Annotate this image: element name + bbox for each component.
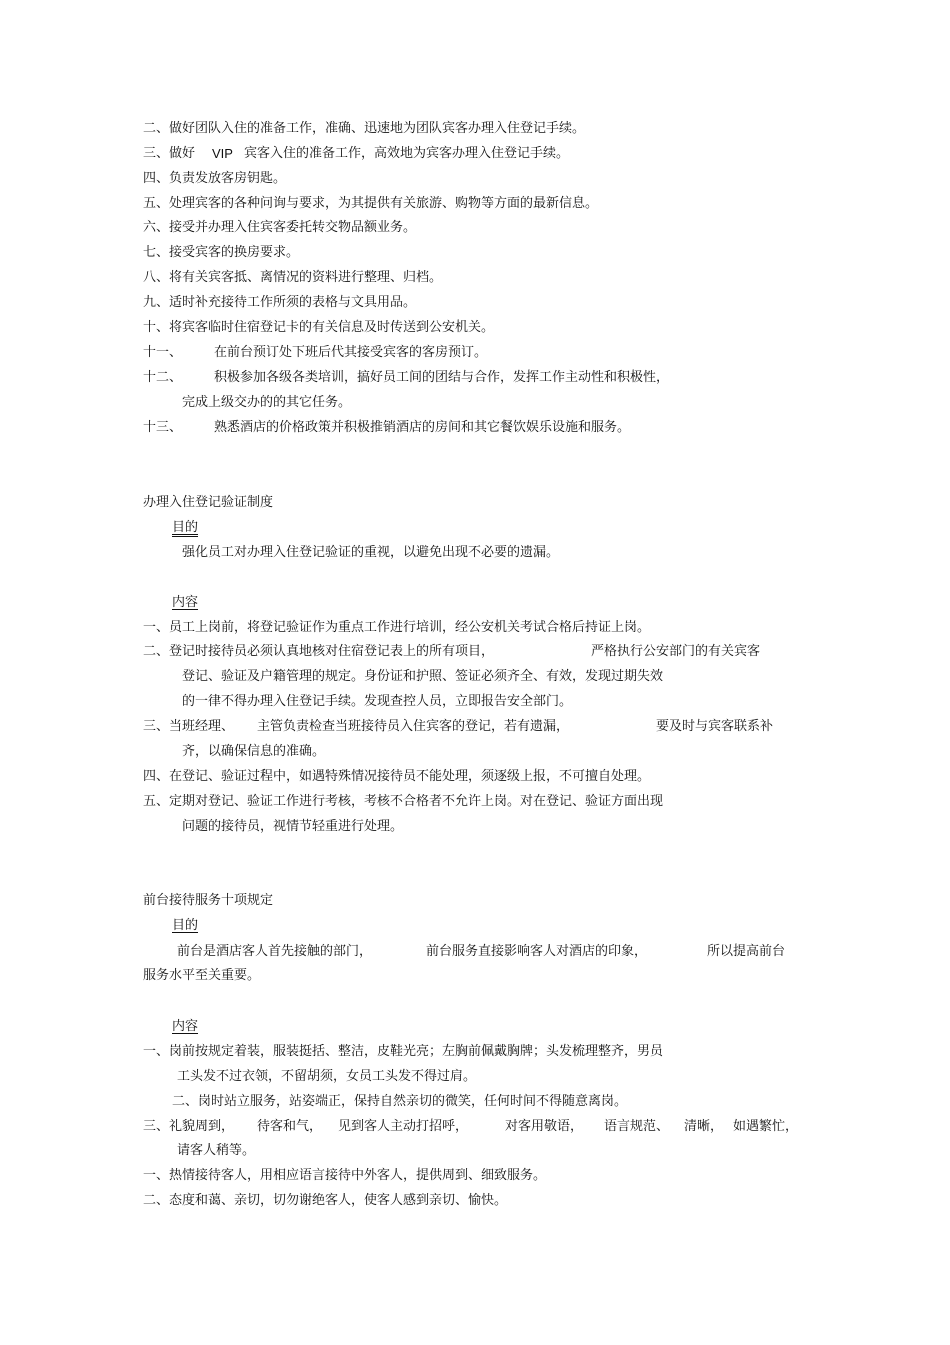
- duty-item-10: 十、将宾客临时住宿登记卡的有关信息及时传送到公安机关。: [143, 320, 495, 335]
- checkin-section-title: 办理入住登记验证制度: [143, 495, 274, 510]
- duty-item-8: 八、将有关宾客抵、离情况的资料进行整理、归档。: [143, 270, 443, 285]
- duty-item-11-text: 在前台预订处下班后代其接受宾客的客房预订。: [214, 345, 488, 360]
- checkin-item-5-line2: 问题的接待员，视情节轻重进行处理。: [182, 819, 404, 834]
- front-purpose-part1: 前台是酒店客人首先接触的部门，: [177, 944, 373, 959]
- duty-item-4: 四、负责发放客房钥匙。: [143, 171, 287, 186]
- front-rule-3-part4: 对客用敬语，: [505, 1119, 584, 1134]
- front-rule-3-part5: 语言规范、: [604, 1119, 670, 1134]
- front-purpose-part2: 前台服务直接影响客人对酒店的印象，: [426, 944, 648, 959]
- duty-item-5: 五、处理宾客的各种问询与要求，为其提供有关旅游、购物等方面的最新信息。: [143, 196, 599, 211]
- front-rule-3-part1: 三、礼貌周到，: [143, 1119, 235, 1134]
- front-rule-3-part7: 如遇繁忙，: [733, 1119, 799, 1134]
- duty-item-3-text: 宾客入住的准备工作，高效地为宾客办理入住登记手续。: [244, 146, 570, 161]
- checkin-item-2-part1: 二、登记时接待员必须认真地核对住宿登记表上的所有项目，: [143, 644, 495, 659]
- duty-item-13-number: 十三、: [143, 420, 183, 435]
- duty-item-6: 六、接受并办理入住宾客委托转交物品额业务。: [143, 220, 417, 235]
- checkin-purpose-text: 强化员工对办理入住登记验证的重视，以避免出现不必要的遗漏。: [182, 545, 560, 560]
- front-purpose-part3: 所以提高前台: [707, 944, 786, 959]
- front-rule-4: 一、热情接待客人，用相应语言接待中外客人，提供周到、细致服务。: [143, 1168, 547, 1183]
- front-rule-3-part2: 待客和气，: [257, 1119, 323, 1134]
- front-rule-1: 一、岗前按规定着装，服装挺括、整洁，皮鞋光亮；左胸前佩戴胸牌；头发梳理整齐，男员: [143, 1044, 664, 1059]
- checkin-item-2-part2: 严格执行公安部门的有关宾客: [591, 644, 761, 659]
- duty-item-3-vip: VIP: [212, 146, 233, 161]
- duty-item-3-prefix: 三、做好: [143, 146, 196, 161]
- checkin-content-label: 内容: [172, 595, 199, 610]
- front-section-title: 前台接待服务十项规定: [143, 893, 274, 908]
- checkin-item-2-line3: 的一律不得办理入住登记手续。发现查控人员，立即报告安全部门。: [182, 694, 573, 709]
- front-rule-1-line2: 工头发不过衣领，不留胡须，女员工头发不得过肩。: [177, 1069, 477, 1084]
- duty-item-2: 二、做好团队入住的准备工作，准确、迅速地为团队宾客办理入住登记手续。: [143, 121, 586, 136]
- checkin-item-3-part1: 三、当班经理、: [143, 719, 235, 734]
- duty-item-9: 九、适时补充接待工作所须的表格与文具用品。: [143, 295, 417, 310]
- checkin-item-3-line2: 齐，以确保信息的准确。: [182, 744, 326, 759]
- checkin-item-2-line2: 登记、验证及户籍管理的规定。身份证和护照、签证必须齐全、有效，发现过期失效: [182, 669, 664, 684]
- duty-item-13-text: 熟悉酒店的价格政策并积极推销酒店的房间和其它餐饮娱乐设施和服务。: [214, 420, 631, 435]
- front-purpose-label: 目的: [172, 918, 199, 933]
- checkin-item-3-part2: 主管负责检查当班接待员入住宾客的登记，若有遗漏，: [257, 719, 570, 734]
- checkin-purpose-label: 目的: [172, 520, 199, 535]
- front-purpose-line2: 服务水平至关重要。: [143, 968, 261, 983]
- duty-item-12-text: 积极参加各级各类培训，搞好员工间的团结与合作，发挥工作主动性和积极性，: [214, 370, 670, 385]
- duty-item-12-number: 十二、: [143, 370, 183, 385]
- front-rule-3-line2: 请客人稍等。: [177, 1143, 256, 1158]
- checkin-item-5: 五、定期对登记、验证工作进行考核，考核不合格者不允许上岗。对在登记、验证方面出现: [143, 794, 664, 809]
- checkin-item-1: 一、员工上岗前，将登记验证作为重点工作进行培训，经公安机关考试合格后持证上岗。: [143, 620, 651, 635]
- checkin-item-4: 四、在登记、验证过程中，如遇特殊情况接待员不能处理，须逐级上报，不可擅自处理。: [143, 769, 651, 784]
- checkin-item-3-part3: 要及时与宾客联系补: [656, 719, 774, 734]
- front-rule-3-part3: 见到客人主动打招呼，: [338, 1119, 469, 1134]
- front-content-label: 内容: [172, 1019, 199, 1034]
- front-rule-3-part6: 清晰，: [684, 1119, 724, 1134]
- duty-item-11-number: 十一、: [143, 345, 183, 360]
- front-rule-5: 二、态度和蔼、亲切，切勿谢绝客人，使客人感到亲切、愉快。: [143, 1193, 508, 1208]
- front-rule-2: 二、岗时站立服务，站姿端正，保持自然亲切的微笑，任何时间不得随意离岗。: [172, 1094, 628, 1109]
- duty-item-12-continuation: 完成上级交办的的其它任务。: [182, 395, 352, 410]
- duty-item-7: 七、接受宾客的换房要求。: [143, 245, 300, 260]
